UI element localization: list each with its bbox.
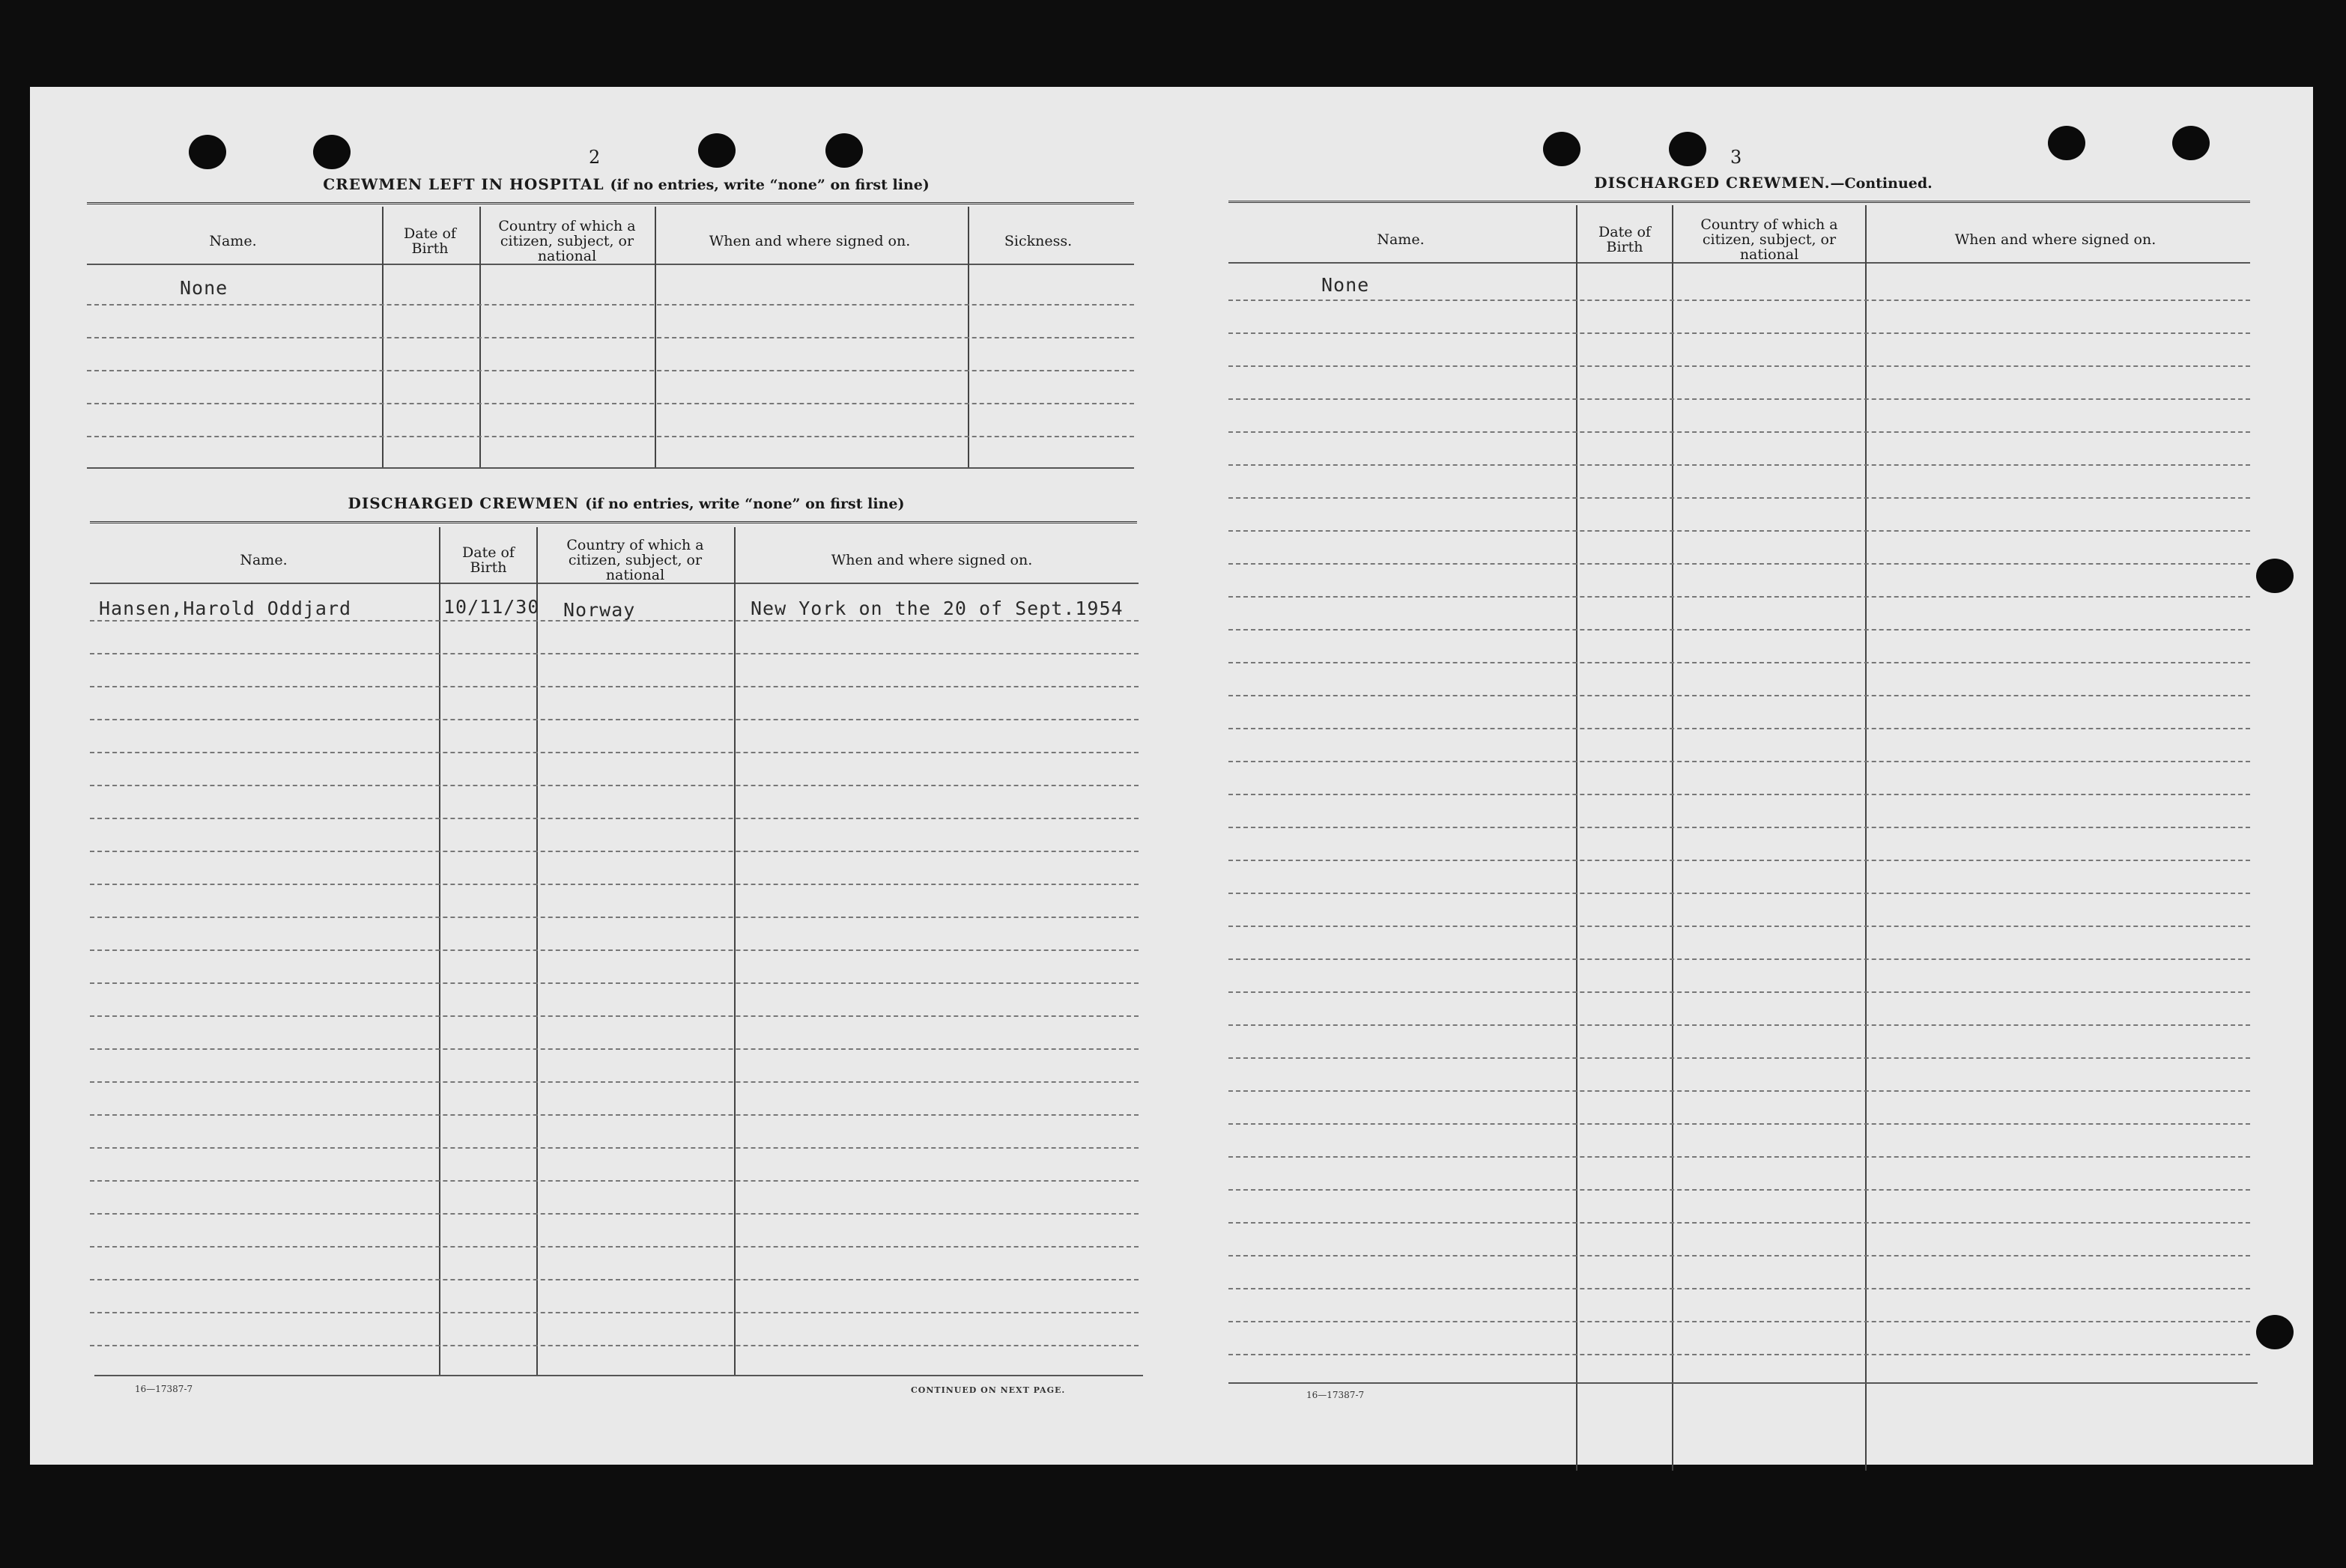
ruled-line [1228, 728, 2250, 729]
ruled-line [1228, 761, 2250, 762]
hospital-section-title [117, 175, 1136, 193]
ruled-line [1228, 662, 2250, 663]
continued-col-divider [1672, 205, 1673, 1471]
ruled-line [1228, 1057, 2250, 1059]
hospital-line [87, 304, 1134, 306]
ruled-line [90, 620, 1139, 622]
form-code: 16—17387-7 [135, 1384, 193, 1394]
ruled-line [1228, 1222, 2250, 1224]
punch-hole [2256, 559, 2294, 593]
ruled-line [1228, 398, 2250, 400]
discharged-continued-title [1231, 174, 2295, 192]
hospital-col-signed: When and where signed on. [709, 233, 911, 249]
discharged-continued-main: DISCHARGED CREWMEN. [1594, 174, 1831, 192]
ruled-line [1228, 1123, 2250, 1125]
hospital-col-dob: Date of Birth [404, 225, 456, 257]
continued-note: CONTINUED ON NEXT PAGE. [911, 1385, 1066, 1395]
discharged-section-title [117, 494, 1136, 512]
ruled-line [1228, 1156, 2250, 1158]
ledger-sheet [30, 87, 2313, 1465]
ruled-line [90, 653, 1139, 654]
ruled-line [1228, 431, 2250, 433]
punch-hole [2172, 126, 2210, 160]
ruled-line [1228, 1288, 2250, 1289]
continued-col-dob: Date of Birth [1598, 224, 1651, 255]
hospital-first-entry: None [180, 277, 228, 299]
discharged-subtitle: (if no entries, write “none” on first line) [585, 496, 905, 512]
hospital-line [87, 403, 1134, 404]
ruled-line [90, 949, 1139, 951]
ruled-line [90, 1312, 1139, 1313]
punch-hole [698, 133, 736, 168]
ruled-line [1228, 530, 2250, 532]
discharged-col-signed: When and where signed on. [831, 552, 1033, 568]
continued-bottom-rule [1228, 1382, 2258, 1384]
hospital-line [87, 337, 1134, 338]
hospital-line [87, 370, 1134, 371]
ruled-line [1228, 1189, 2250, 1191]
discharged-row-dob: 10/11/30 [443, 596, 540, 618]
ruled-line [90, 1048, 1139, 1050]
continued-col-signed: When and where signed on. [1954, 231, 2156, 248]
ruled-line [1228, 365, 2250, 367]
ruled-line [1228, 464, 2250, 466]
ruled-line [90, 1147, 1139, 1149]
ruled-line [1228, 497, 2250, 499]
discharged-row-signed: New York on the 20 of Sept.1954 [751, 598, 1124, 619]
hospital-col-sickness: Sickness. [1004, 233, 1073, 249]
ruled-line [90, 1213, 1139, 1215]
page-number: 2 [589, 147, 601, 168]
discharged-col-name: Name. [240, 552, 288, 568]
punch-hole [1543, 132, 1580, 166]
page-number: 3 [1730, 147, 1742, 168]
punch-hole [189, 135, 226, 169]
hospital-col-country: Country of which a citizen, subject, or national [498, 218, 636, 264]
ruled-line [90, 818, 1139, 819]
ruled-line [90, 917, 1139, 918]
hospital-col-name: Name. [209, 233, 257, 249]
hospital-line [87, 436, 1134, 437]
continued-col-divider [1576, 205, 1577, 1471]
right-page [1172, 87, 2313, 1465]
hospital-subtitle: (if no entries, write “none” on first line) [610, 177, 930, 193]
ruled-line [1228, 1321, 2250, 1322]
hospital-header-rule [87, 264, 1134, 265]
ruled-line [90, 884, 1139, 885]
ruled-line [90, 1015, 1139, 1017]
ruled-line [90, 851, 1139, 852]
discharged-continued-suffix: —Continued. [1830, 175, 1933, 192]
continued-first-entry: None [1321, 274, 1370, 296]
discharged-bottom-rule [94, 1375, 1143, 1376]
hospital-title: CREWMEN LEFT IN HOSPITAL [323, 175, 604, 193]
discharged-top-rule [90, 521, 1137, 526]
ruled-line [90, 1345, 1139, 1346]
continued-top-rule [1228, 201, 2250, 206]
ruled-line [90, 1081, 1139, 1083]
ruled-line [1228, 332, 2250, 334]
form-code: 16—17387-7 [1306, 1390, 1365, 1400]
ruled-line [90, 1279, 1139, 1280]
ruled-line [1228, 563, 2250, 565]
discharged-header-rule [90, 583, 1139, 584]
ruled-line [1228, 827, 2250, 828]
punch-hole [825, 133, 863, 168]
discharged-col-country: Country of which a citizen, subject, or national [566, 537, 704, 583]
ruled-line [1228, 1354, 2250, 1355]
discharged-row-country: Norway [563, 599, 636, 621]
ruled-line [1228, 991, 2250, 993]
punch-hole [313, 135, 351, 169]
continued-col-divider [1865, 205, 1867, 1471]
ruled-line [90, 1246, 1139, 1248]
ruled-line [1228, 695, 2250, 696]
discharged-row-name: Hansen,Harold Oddjard [99, 598, 352, 619]
hospital-bottom-rule [87, 467, 1134, 469]
punch-hole [2256, 1315, 2294, 1349]
ruled-line [1228, 926, 2250, 927]
ruled-line [90, 785, 1139, 786]
ruled-line [90, 752, 1139, 753]
left-page [30, 87, 1172, 1465]
ruled-line [1228, 1024, 2250, 1026]
ruled-line [1228, 794, 2250, 795]
ruled-line [90, 1114, 1139, 1116]
ruled-line [1228, 1090, 2250, 1092]
continued-header-rule [1228, 262, 2250, 264]
ruled-line [90, 1180, 1139, 1182]
discharged-col-dob: Date of Birth [462, 544, 515, 576]
punch-hole [1669, 132, 1706, 166]
hospital-top-rule [87, 202, 1134, 207]
ruled-line [1228, 860, 2250, 861]
continued-col-name: Name. [1377, 231, 1425, 248]
ruled-line [90, 982, 1139, 984]
ruled-line [90, 686, 1139, 687]
ruled-line [1228, 1255, 2250, 1256]
discharged-title: DISCHARGED CREWMEN [348, 494, 580, 512]
ruled-line [1228, 596, 2250, 598]
ruled-line [1228, 300, 2250, 301]
continued-col-country: Country of which a citizen, subject, or national [1700, 216, 1838, 263]
ruled-line [1228, 629, 2250, 630]
ruled-line [90, 719, 1139, 720]
punch-hole [2048, 126, 2085, 160]
ruled-line [1228, 893, 2250, 894]
ruled-line [1228, 958, 2250, 960]
